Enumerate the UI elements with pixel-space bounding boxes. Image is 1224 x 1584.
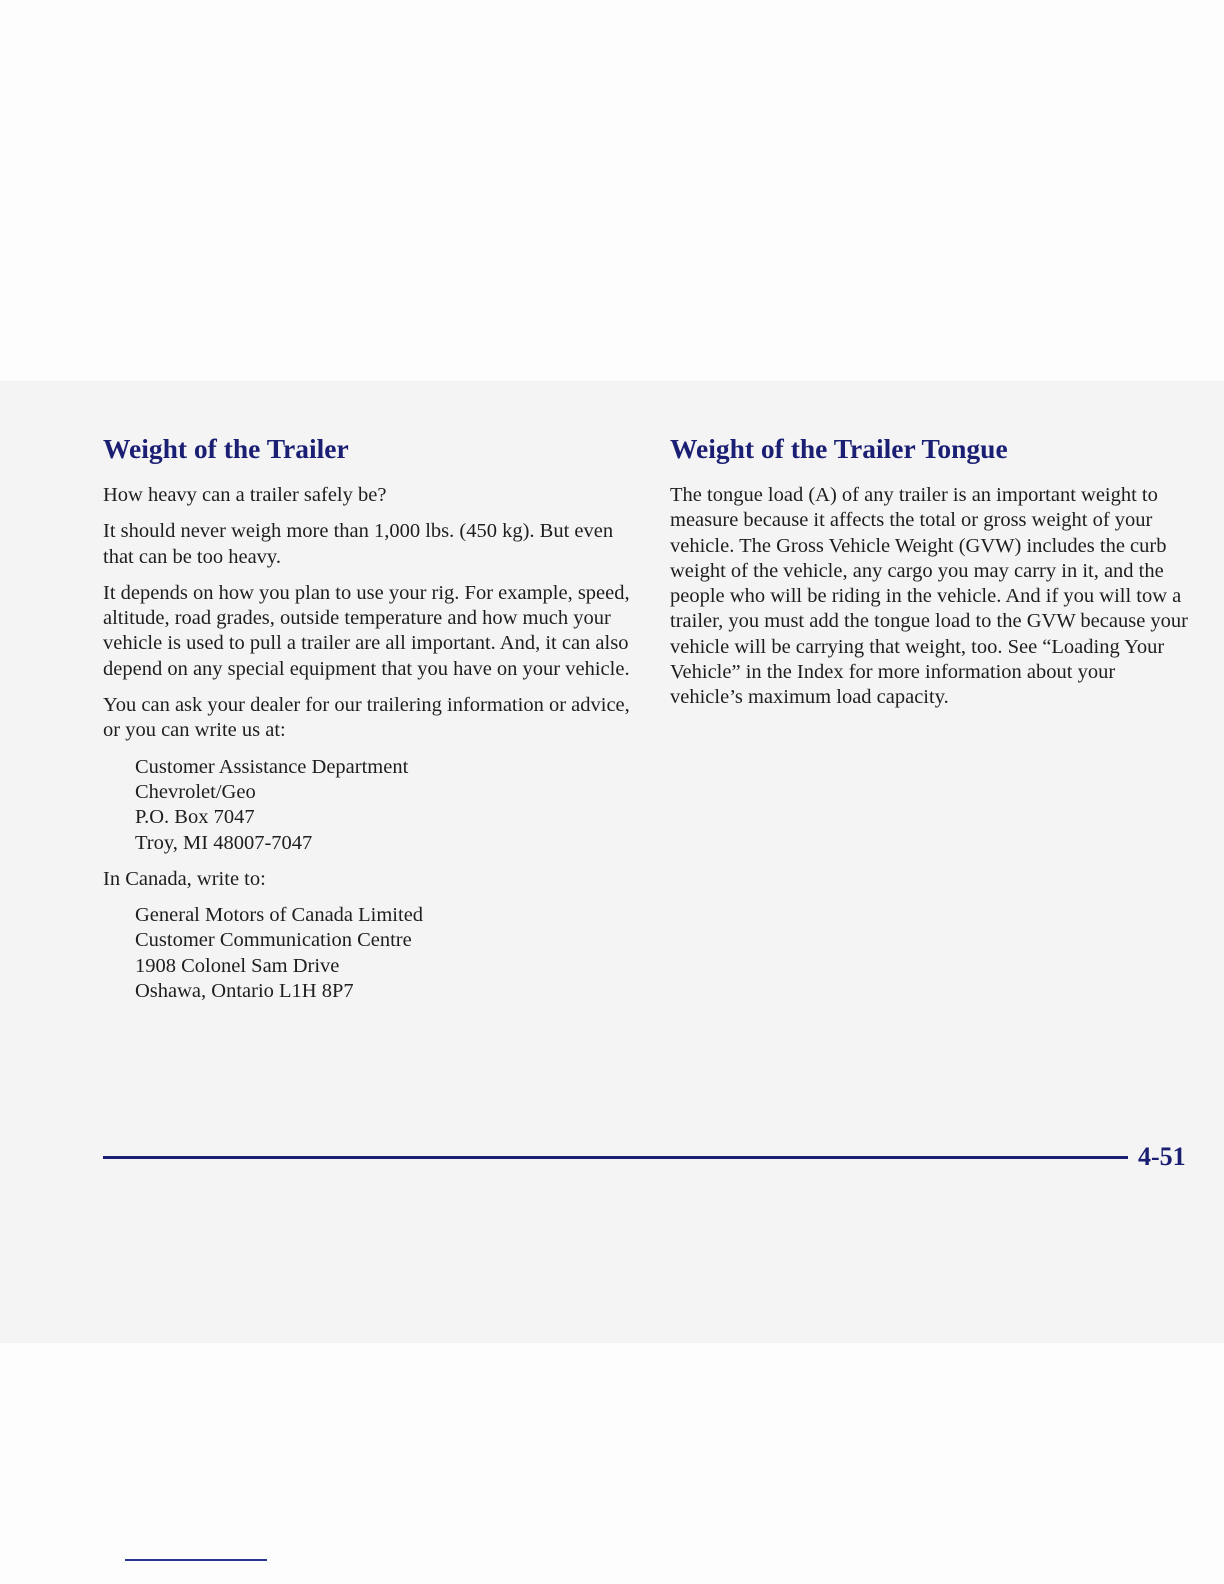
us-address-line: Customer Assistance Department xyxy=(135,755,409,778)
us-address-block xyxy=(135,755,648,856)
trailer-weight-limit: It should never weigh more than 1,000 lbs. (450 kg). But even that can be too heavy. xyxy=(103,520,614,568)
trailer-weight-heading: Weight of the Trailer xyxy=(103,433,349,464)
us-address-line: P.O. Box 7047 xyxy=(135,806,255,829)
canada-address-line: Oshawa, Ontario L1H 8P7 xyxy=(135,980,354,1003)
us-address-line: Chevrolet/Geo xyxy=(135,780,256,803)
trailer-weight-factors: It depends on how you plan to use your rig. For example, speed, altitude, road grades, outside temperature and how much your vehicle is used to pull a trailer are all important. And, it can also depend on any special equipment that you have on your vehicle. xyxy=(103,581,630,680)
tongue-weight-heading: Weight of the Trailer Tongue xyxy=(670,433,1008,464)
tongue-weight-section xyxy=(670,432,1190,722)
us-address-line: Troy, MI 48007-7047 xyxy=(135,831,313,854)
trailer-weight-section xyxy=(103,432,648,1015)
canada-address-line: Customer Communication Centre xyxy=(135,929,412,952)
footer-rule xyxy=(103,1156,1128,1159)
canada-intro: In Canada, write to: xyxy=(103,867,266,890)
canada-address-line: 1908 Colonel Sam Drive xyxy=(135,954,340,977)
trailer-dealer-advice: You can ask your dealer for our trailering information or advice, or you can write us at: xyxy=(103,694,630,742)
canada-address-block xyxy=(135,903,648,1004)
canada-address-line: General Motors of Canada Limited xyxy=(135,904,424,927)
tongue-weight-paragraph: The tongue load (A) of any trailer is an important weight to measure because it affects the total or gross weight of your vehicle. The Gross Vehicle Weight (GVW) includes the curb weight of the vehicle, any cargo you may carry in it, and the people who will be riding in the vehicle. And if you will tow a trailer, you must add the tongue load to the GVW because your vehicle will be carrying that weight, too. See “Loading Your Vehicle” in the Index for more information about your vehicle’s maximum load capacity. xyxy=(670,484,1188,709)
trailer-weight-question: How heavy can a trailer safely be? xyxy=(103,484,387,506)
bottom-divider xyxy=(125,1559,267,1561)
page-number: 4-51 xyxy=(1138,1142,1186,1171)
